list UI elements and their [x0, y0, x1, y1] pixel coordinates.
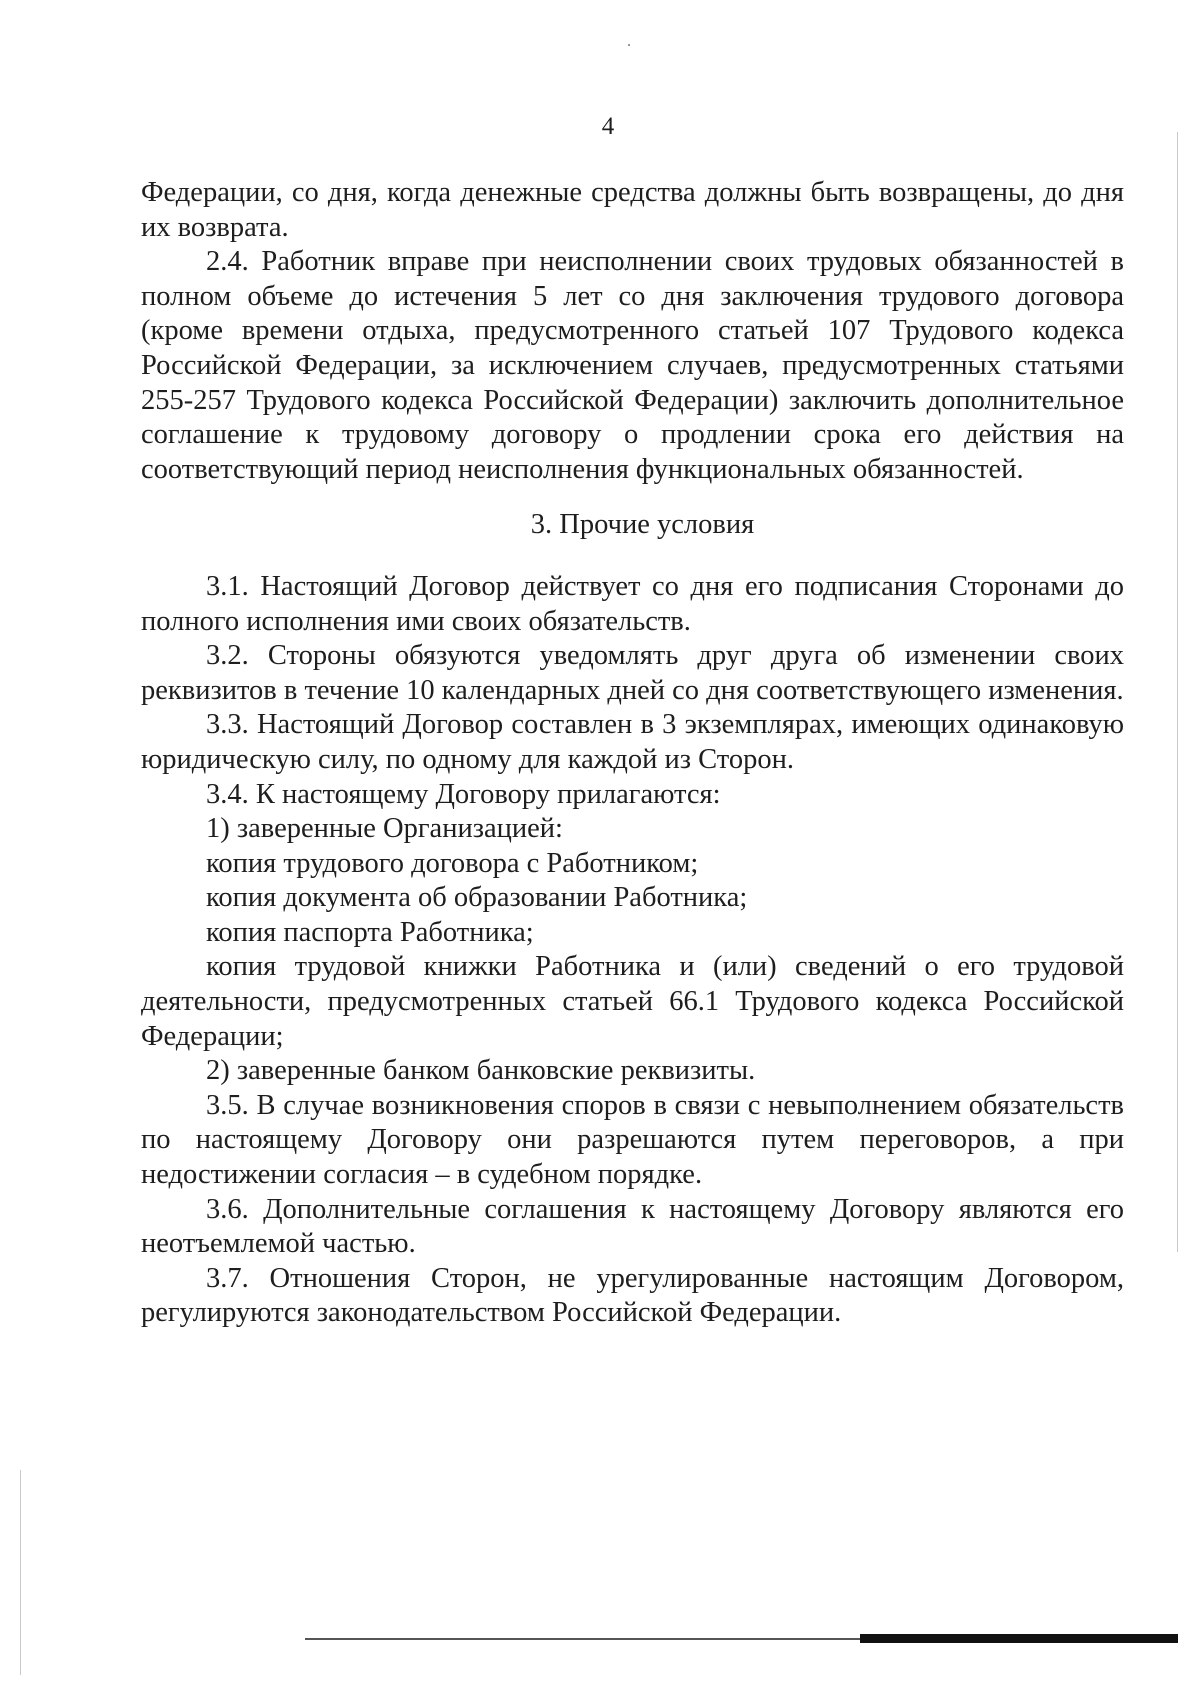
- paragraph-3-5: 3.5. В случае возникновения споров в связи с невыполнением обязательств по настоящему Договору они разрешаются путем переговоров, а при недостижении согласия – в судебном порядке.: [141, 1089, 1124, 1191]
- attachment-education-copy: копия документа об образовании Работника;: [206, 882, 748, 914]
- paragraph-3-4: 3.4. К настоящему Договору прилагаются:: [206, 778, 721, 810]
- paragraph-3-2: 3.2. Стороны обязуются уведомлять друг друга об изменении своих реквизитов в течение 10 календарных дней со дня соответствующего изменения.: [141, 640, 1124, 706]
- attachment-list-item-2: 2) заверенные банком банковские реквизиты.: [206, 1055, 756, 1087]
- section-title: 3. Прочие условия: [530, 509, 755, 541]
- attachment-passport-copy: копия паспорта Работника;: [206, 916, 534, 948]
- scan-edge-line-left: [20, 1470, 21, 1675]
- paragraph-3-6: 3.6. Дополнительные соглашения к настоящему Договору являются его неотъемлемой частью.: [141, 1193, 1124, 1260]
- attachment-list-item-1: 1) заверенные Организацией:: [206, 813, 563, 845]
- paragraph-continuation: Федерации, со дня, когда денежные средства должны быть возвращены, до дня их возврата.: [141, 177, 1124, 243]
- scan-edge-line-right: [1177, 132, 1178, 1252]
- attachment-workbook-copy: копия трудовой книжки Работника и (или) сведений о его трудовой деятельности, предусмотренных статьей 66.1 Трудового кодекса Российской Федерации;: [141, 951, 1124, 1052]
- document-body: [141, 176, 1124, 1331]
- paragraph-3-3: 3.3. Настоящий Договор составлен в 3 экземплярах, имеющих одинаковую юридическую силу, по одному для каждой из Сторон.: [141, 709, 1124, 775]
- page-number: 4: [601, 113, 615, 140]
- attachment-contract-copy: копия трудового договора с Работником;: [206, 847, 699, 879]
- paragraph-3-1: 3.1. Настоящий Договор действует со дня его подписания Сторонами до полного исполнения ими своих обязательств.: [141, 570, 1124, 637]
- footer-rule-thin: [305, 1638, 865, 1640]
- paragraph-2-4: 2.4. Работник вправе при неисполнении своих трудовых обязанностей в полном объеме до истечения 5 лет со дня заключения трудового договора (кроме времени отдыха, предусмотренного статьей 107 Трудового кодекса Российской Федерации, за исключением случаев, предусмотренных статьями 255-257 Трудового кодекса Российской Федерации) заключить дополнительное соглашение к трудовому договору о продлении срока его действия на соответствующий период неисполнения функциональных обязанностей.: [141, 246, 1124, 485]
- scan-speck: [628, 44, 630, 46]
- paragraph-3-7: 3.7. Отношения Сторон, не урегулированные настоящим Договором, регулируются законодательством Российской Федерации.: [141, 1262, 1124, 1329]
- footer-rule-thick: [860, 1634, 1178, 1643]
